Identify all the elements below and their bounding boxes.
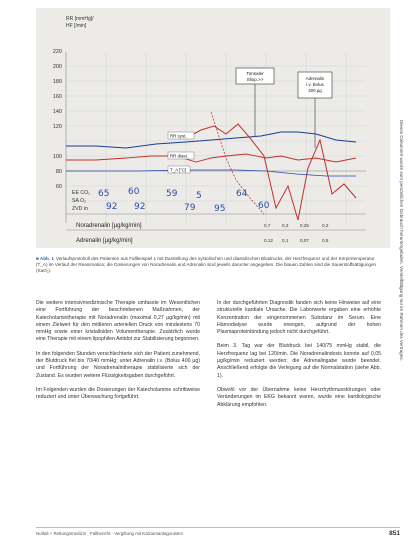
chart-photo — [36, 8, 390, 248]
y-tick: 200 — [52, 64, 62, 70]
row-label: EE CO₂ — [72, 190, 91, 196]
y-tick: 100 — [52, 154, 62, 160]
caption-marker: ■ Abb. 1 — [36, 256, 54, 261]
nor-value: 0,2 — [322, 223, 329, 228]
nor-value: 0,25 — [300, 223, 309, 228]
hand-value: 60 — [128, 187, 140, 197]
y-tick: 180 — [52, 79, 62, 85]
adr-value: 0,12 — [264, 238, 273, 243]
noradrenalin-label: Noradrenalin [µg/kg/min] — [76, 223, 142, 229]
figure-caption — [36, 256, 386, 274]
y-axis-label-1: RR [mmHg]/ — [66, 16, 94, 22]
y-tick: 60 — [55, 184, 62, 190]
paragraph: In der durchgeführten Diagnostik fanden sich keine Hinweise auf eine strukturelle kardiale Ursache. Die Laborwerte ergaben eine erhöhte Konzentration der eingenommenen Substanz im Serum. Eine Hämodialyse wurde erwogen, aufgrund der hohen Plasmaproteinbindung jedoch nicht durchgeführt. — [217, 300, 381, 336]
hand-value: 59 — [166, 189, 178, 199]
paragraph: Im Folgenden wurden die Dosierungen der Katecholamine schrittweise reduziert und unter Überwachung fortgeführt. — [36, 386, 200, 401]
y-tick: 80 — [55, 169, 62, 175]
row-label: SA O₂ — [72, 198, 87, 204]
y-axis-label-2: HF [/min] — [66, 23, 87, 29]
adr-value: 0,5 — [322, 238, 329, 243]
hand-value: 95 — [214, 204, 226, 214]
hand-value: 5 — [196, 191, 202, 201]
paragraph: Obwohl vor der Übernahme keine Herzrhythmusstörungen oder Veränderungen im EKG bekannt waren, wurde eine kardiologische Abklärung empfohlen. — [217, 386, 381, 408]
y-tick: 160 — [52, 94, 62, 100]
callout-right-line3: 400 µg — [308, 88, 322, 93]
paragraph: In den folgenden Stunden verschlechterte sich der Patient zunehmend, der Blutdruck fiel bis 70/40 mmHg; unter Adrenalin i.v. (Bolus 400 µg) und Fortführung der Noradrenalintherapie stabilisierte sich der Zustand. Es wurden weitere Flüssigkeitsgaben durchgeführt. — [36, 350, 200, 379]
hand-value: 92 — [134, 202, 146, 212]
adr-value: 0,1 — [282, 238, 289, 243]
copyright-sidenote: Dieses Dokument wurde zum persönlichen Gebrauch heruntergeladen. Vervielfältigung nur im Rahmen des Vertrages. — [399, 120, 404, 361]
callout-left-line1: Tonsaler — [246, 71, 264, 76]
text-column-right — [217, 300, 381, 416]
page-number: 851 — [389, 530, 400, 537]
nor-value: 0,3 — [282, 223, 289, 228]
callout-right-line1: Adrenalin — [305, 76, 325, 81]
hand-value: 79 — [184, 203, 196, 213]
adr-value: 0,07 — [300, 238, 309, 243]
hand-value: 64 — [236, 189, 248, 199]
text-column-left — [36, 300, 200, 409]
label-dia: RR diast. — [170, 153, 189, 159]
y-tick: 220 — [52, 49, 62, 55]
footer-text: Notfall + Rettungsmedizin · Fallbericht · Vergiftung mit Kalziumantagonisten — [36, 531, 184, 536]
row-label: ZVD in — [72, 206, 88, 212]
hand-value: 92 — [106, 202, 118, 212]
callout-right-line2: i.v. Bolus — [306, 82, 324, 87]
callout-left-line2: Sliop.>> — [246, 77, 264, 82]
y-tick: 140 — [52, 109, 62, 115]
adrenalin-label: Adrenalin [µg/kg/min] — [76, 238, 133, 244]
label-temp: T_A [°C] — [170, 167, 187, 173]
chart-paper — [36, 8, 390, 248]
line-labels — [168, 132, 194, 173]
y-tick: 120 — [52, 124, 62, 130]
page-footer — [36, 527, 400, 536]
paragraph: Die weitere intensivmedizinische Therapie umfasste im Wesentlichen eine Fortführung der beschriebenen Maßnahmen, der Katecholamintherapie mit Noradrenalin (maximal 0,27 µg/kg/min) mit einem Zielwert für den mittleren arteriellen Druck von mindestens 70 mmHg sowie einer kristalloiden Volumentherapie. Zusätzlich wurde eine Therapie mit einem lipophilen Antidot zur Stabilisierung begonnen. — [36, 300, 200, 343]
label-sys: RR syst. — [170, 133, 187, 139]
hand-value: 65 — [98, 189, 110, 199]
monitoring-chart-figure — [36, 8, 390, 248]
hand-value: 60 — [258, 201, 270, 211]
nor-value: 0,7 — [264, 223, 271, 228]
caption-text: Verlaufsprotokoll des Patienten aus Fallbeispiel 1 mit Darstellung des systolischen und diastolischen Blutdrucks, der Herzfrequenz und der Körpertemperatur (T_A) im Verlauf der Reanimation; die Dosierungen von Noradrenalin und Adrenalin sind jeweils darunter angegeben. Die blauen Zahlen sind die Sauerstoffsättigungen (SaO₂). — [36, 256, 377, 274]
paragraph: Beim 3. Tag war der Blutdruck bei 140/75 mmHg stabil, die Herzfrequenz lag bei 120/min. Die Noradrenalindosis konnte auf 0,05 µg/kg/min reduziert werden; die Adrenalingabe wurde beendet. Anschließend erfolgte die Verlegung auf die Normalstation (siehe Abb. 1). — [217, 343, 381, 379]
